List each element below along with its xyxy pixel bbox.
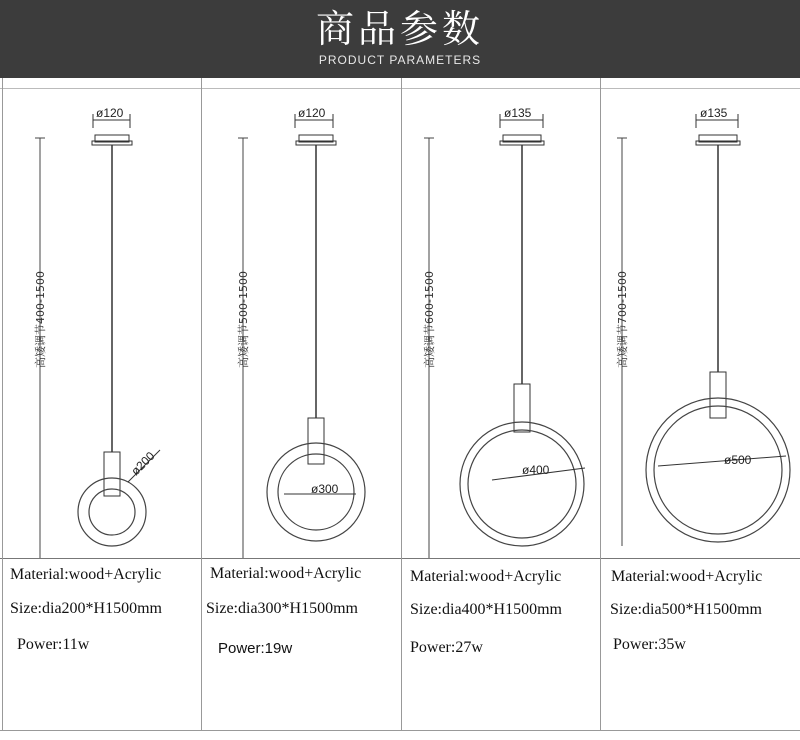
page-title: 商品参数 — [315, 7, 484, 51]
ring-dim-label: ø500 — [724, 453, 752, 467]
size-text: Size:dia400*H1500mm — [410, 601, 562, 618]
material-text: Material:wood+Acrylic — [410, 568, 562, 585]
canopy-dim-label: ø135 — [504, 106, 532, 120]
power-text: Power:27w — [410, 639, 483, 656]
height-label: 高矮调节400-1500 — [34, 271, 47, 368]
product-panel-2 — [200, 78, 400, 728]
size-text: Size:dia500*H1500mm — [610, 601, 762, 618]
lamp-drawing-4 — [600, 78, 800, 558]
power-text: Power:19w — [218, 640, 293, 657]
height-label: 高矮调节500-1500 — [237, 271, 250, 368]
power-text: Power:35w — [613, 636, 686, 653]
height-label: 高矮调节700-1500 — [616, 271, 629, 368]
material-text: Material:wood+Acrylic — [10, 566, 162, 583]
product-panel-3 — [400, 78, 600, 728]
ring-dim-label: ø200 — [128, 448, 158, 479]
canopy-dim-label: ø120 — [298, 106, 326, 120]
product-panel-1 — [0, 78, 200, 728]
page-subtitle: PRODUCT PARAMETERS — [318, 53, 482, 67]
size-text: Size:dia200*H1500mm — [10, 600, 162, 617]
lamp-drawing-2 — [200, 78, 400, 558]
material-text: Material:wood+Acrylic — [611, 568, 763, 585]
header-banner — [0, 0, 800, 78]
lamp-drawing-3 — [400, 78, 600, 558]
ring-dim-label: ø300 — [311, 482, 339, 496]
canopy-dim-label: ø120 — [96, 106, 124, 120]
divider-bottom — [0, 730, 800, 731]
power-text: Power:11w — [17, 636, 90, 653]
material-text: Material:wood+Acrylic — [210, 565, 362, 582]
product-panel-4 — [600, 78, 800, 728]
canopy-dim-label: ø135 — [700, 106, 728, 120]
height-label: 高矮调节600-1500 — [423, 271, 436, 368]
lamp-drawing-1 — [0, 78, 200, 558]
ring-dim-label: ø400 — [522, 463, 550, 477]
size-text: Size:dia300*H1500mm — [206, 600, 358, 617]
